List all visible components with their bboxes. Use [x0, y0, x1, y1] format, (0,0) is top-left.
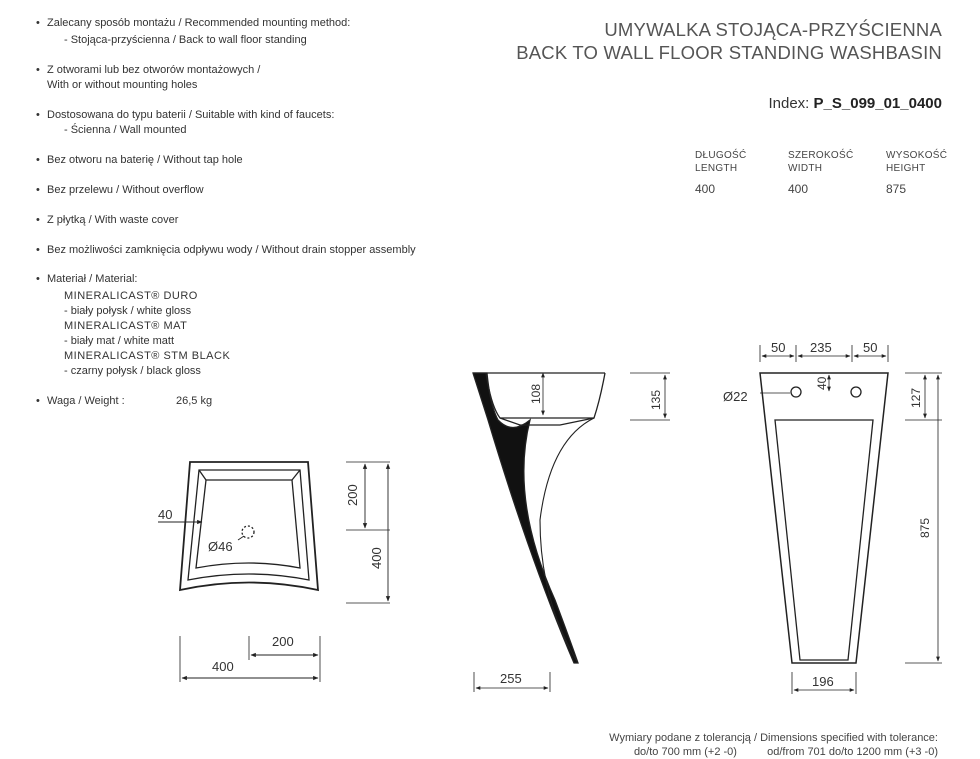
material-duro: MINERALICAST® DURO	[64, 290, 198, 302]
bullet-icon: •	[36, 64, 40, 76]
front-label-235: 235	[810, 340, 832, 355]
bullet-icon: •	[36, 395, 40, 407]
dimension-height: WYSOKOŚĆ HEIGHT 875	[886, 150, 948, 196]
front-label-875: 875	[918, 517, 932, 538]
bullet-icon: •	[36, 214, 40, 226]
front-label-196: 196	[812, 674, 834, 689]
bullet-icon: •	[36, 273, 40, 285]
top-label-200-height: 200	[345, 484, 360, 506]
front-label-d22: Ø22	[723, 389, 748, 404]
dimension-length: DŁUGOŚĆ LENGTH 400	[695, 150, 747, 196]
bullet-icon: •	[36, 244, 40, 256]
bullet-icon: •	[36, 184, 40, 196]
top-label-d46: Ø46	[208, 539, 233, 554]
side-label-135: 135	[649, 389, 663, 410]
front-label-50-left: 50	[771, 340, 786, 355]
bullet-icon: •	[36, 109, 40, 121]
top-label-400-height: 400	[369, 547, 384, 569]
front-label-127: 127	[909, 387, 923, 408]
front-label-40: 40	[815, 376, 829, 390]
material-mat: MINERALICAST® MAT	[64, 320, 188, 332]
tolerance-note: Wymiary podane z tolerancją / Dimensions specified with tolerance: do/to 700 mm (+2 -0) od/from 701 do/to 1200 mm (+3 -0)	[609, 732, 938, 758]
product-title: UMYWALKA STOJĄCA-PRZYŚCIENNA BACK TO WALL FLOOR STANDING WASHBASIN	[516, 19, 942, 63]
top-label-400-width: 400	[212, 659, 234, 674]
top-label-200-width: 200	[272, 634, 294, 649]
front-label-50-right: 50	[863, 340, 878, 355]
material-stm-black: MINERALICAST® STM BLACK	[64, 350, 231, 362]
index-value: P_S_099_01_0400	[813, 95, 942, 112]
bullet-icon: •	[36, 154, 40, 166]
bullet-icon: •	[36, 17, 40, 29]
side-label-255: 255	[500, 671, 522, 686]
side-label-108: 108	[529, 383, 543, 404]
product-index: Index: P_S_099_01_0400	[768, 95, 942, 112]
side-view-drawing	[473, 373, 670, 692]
top-label-40: 40	[158, 507, 173, 522]
dimension-width: SZEROKOŚĆ WIDTH 400	[788, 150, 854, 196]
